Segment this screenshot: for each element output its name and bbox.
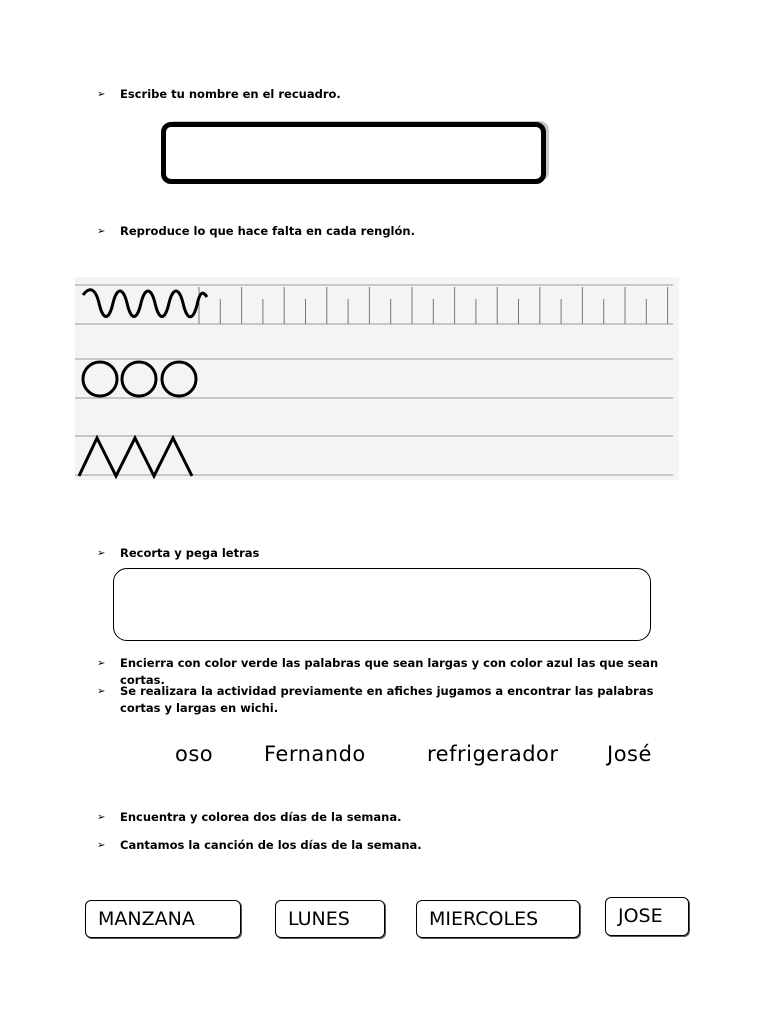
bullet-arrow-icon: ➢ bbox=[97, 658, 106, 669]
instruction-write-name bbox=[97, 86, 697, 103]
instruction-text: Escribe tu nombre en el recuadro. bbox=[120, 87, 341, 101]
word-card[interactable]: MIERCOLES bbox=[416, 900, 580, 938]
bullet-arrow-icon: ➢ bbox=[97, 686, 106, 697]
name-box[interactable] bbox=[161, 122, 546, 184]
word-card[interactable]: MANZANA bbox=[85, 900, 241, 938]
word-item[interactable]: José bbox=[607, 742, 652, 766]
bullet-arrow-icon: ➢ bbox=[97, 812, 106, 823]
word-card[interactable]: JOSE bbox=[605, 897, 689, 936]
instruction-cut-paste bbox=[97, 545, 697, 562]
instruction-reproduce bbox=[97, 223, 697, 240]
instruction-text: Cantamos la canción de los días de la semana. bbox=[120, 838, 422, 852]
instruction-text: Recorta y pega letras bbox=[120, 546, 260, 560]
word-card[interactable]: LUNES bbox=[275, 900, 385, 938]
instruction-sing bbox=[97, 837, 697, 854]
bullet-arrow-icon: ➢ bbox=[97, 548, 106, 559]
tracing-practice-area bbox=[75, 277, 679, 480]
paste-letters-box[interactable] bbox=[113, 568, 651, 641]
instruction-find-days bbox=[97, 809, 697, 826]
bullet-arrow-icon: ➢ bbox=[97, 89, 106, 100]
word-item[interactable]: Fernando bbox=[264, 742, 366, 766]
instruction-text: Encuentra y colorea dos días de la semana. bbox=[120, 810, 402, 824]
word-item[interactable]: refrigerador bbox=[427, 742, 559, 766]
bullet-arrow-icon: ➢ bbox=[97, 226, 106, 237]
instruction-text: Se realizara la actividad previamente en afiches jugamos a encontrar las palabras cortas y largas en wichi. bbox=[120, 684, 654, 715]
bullet-arrow-icon: ➢ bbox=[97, 840, 106, 851]
word-item[interactable]: oso bbox=[175, 742, 214, 766]
instruction-activity bbox=[97, 683, 657, 717]
instruction-text: Reproduce lo que hace falta en cada renglón. bbox=[120, 224, 415, 238]
instruction-text: Encierra con color verde las palabras que sean largas y con color azul las que sean cortas. bbox=[120, 656, 659, 687]
